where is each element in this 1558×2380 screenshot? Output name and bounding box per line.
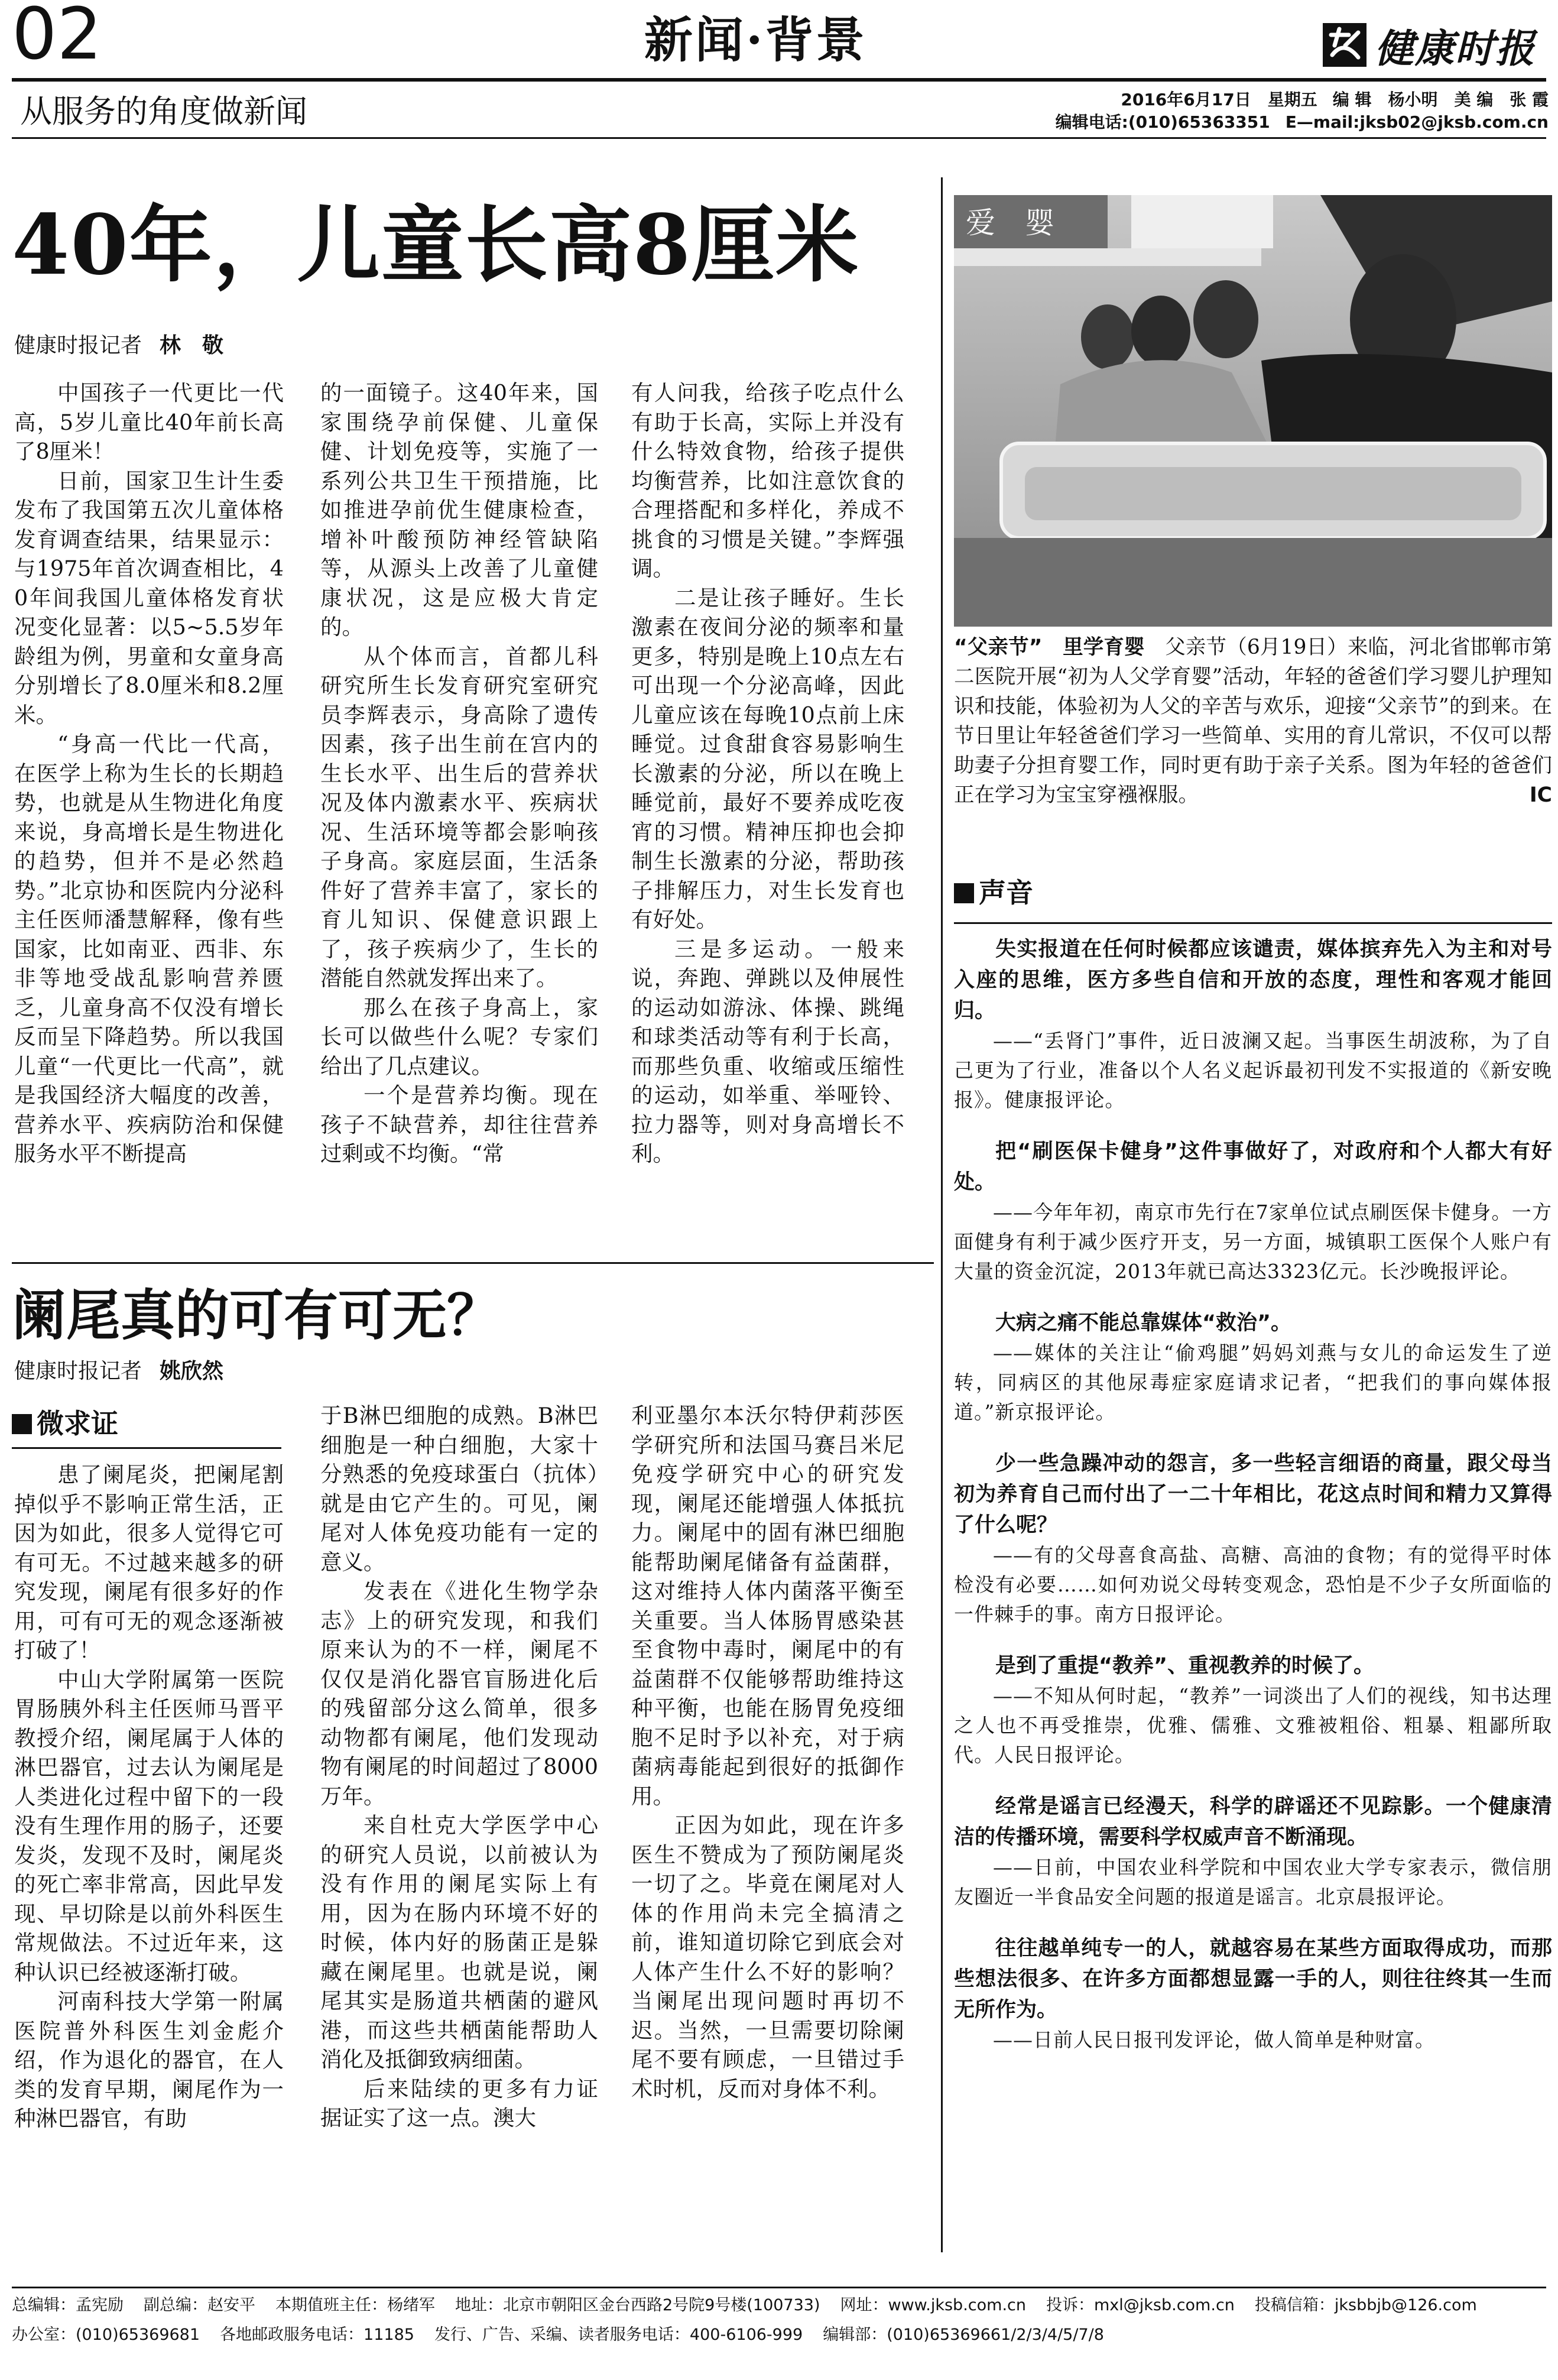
article2-column-1 <box>14 1460 284 2133</box>
caption-body: 父亲节（6月19日）来临，河北省邯郸市第二医院开展“初为人父学育婴”活动，年轻的爸爸们学习婴儿护理知识和技能，体验初为人父的辛苦与欢乐，迎接“父亲节”的到来。在节日里让年轻爸爸们学习一些简单、实用的育儿常识，不仅可以帮助妻子分担育婴工作，同时更有助于亲子关系。图为年轻的爸爸们正在学习为宝宝穿襁褓服。 <box>954 635 1552 807</box>
paragraph: 于B淋巴细胞的成熟。B淋巴细胞是一种白细胞，大家十分熟悉的免疫球蛋白（抗体）就是由它产生的。可见，阑尾对人体免疫功能有一定的意义。 <box>320 1403 598 1575</box>
paragraph: 从个体而言，首都儿科研究所生长发育研究室研究员李辉表示，身高除了遗传因素，孩子出生前在宫内的生长水平、出生后的营养状况及体内激素水平、疾病状况、生活环境等都会影响孩子身高。家庭层面，生活条件好了营养丰富了，家长的育儿知识、保健意识跟上了，孩子疾病少了，生长的潜能自然就发挥出来了。 <box>320 643 598 991</box>
voice-source: ——今年年初，南京市先行在7家单位试点刷医保卡健身。一方面健身有利于减少医疗开支，另一方面，城镇职工医保个人账户有大量的资金沉淀，2013年就已高达3323亿元。长沙晚报评论。 <box>954 1201 1552 1283</box>
footer-rule <box>12 2287 1546 2288</box>
photo-fathers-learning-icon <box>954 195 1552 627</box>
voice-quote: 大病之痛不能总靠媒体“救治”。 <box>995 1311 1292 1335</box>
paragraph: 利亚墨尔本沃尔特伊莉莎医学研究所和法国马赛吕米尼免疫学研究中心的研究发现，阑尾还能增强人体抵抗力。阑尾中的固有淋巴细胞能帮助阑尾储备有益菌群，这对维持人体内菌落平衡至关重要。当人体肠胃感染甚至食物中毒时，阑尾中的有益菌群不仅能够帮助维持这种平衡，也能在肠胃免疫细胞不足时予以补充，对于病菌病毒能起到很好的抵御作用。 <box>631 1403 904 1809</box>
voice-heading <box>954 875 1552 910</box>
voice-source: ——媒体的关注让“偷鸡腿”妈妈刘燕与女儿的命运发生了逆转，同病区的其他尿毒症家庭请求记者，“把我们的事向媒体报道。”新京报评论。 <box>954 1341 1552 1424</box>
voice-item <box>954 1651 1552 1770</box>
voice-item <box>954 1933 1552 2055</box>
paragraph: 三是多运动。一般来说，奔跑、弹跳以及伸展性的运动如游泳、体操、跳绳和球类活动等有利于长高，而那些负重、收缩或压缩性的运动，如举重、举哑铃、拉力器等，则对身高增长不利。 <box>631 936 904 1166</box>
footer-email-link[interactable]: 投稿信箱：jksbbjb@126.com <box>1254 2296 1477 2314</box>
square-bullet-icon <box>12 1414 32 1434</box>
voice-rule <box>954 922 1552 924</box>
voice-item <box>954 934 1552 1115</box>
voice-quote: 把“刷医保卡健身”这件事做好了，对政府和个人都大有好处。 <box>954 1140 1552 1194</box>
paragraph: 后来陆续的更多有力证据证实了这一点。澳大 <box>320 2076 598 2131</box>
byline-label: 健康时报记者 <box>14 333 142 358</box>
paragraph: 的一面镜子。这40年来，国家围绕孕前保健、儿童保健、计划免疫等，实施了一系列公共卫生干预措施，比如推进孕前优生健康检查，增补叶酸预防神经管缺陷等，从源头上改善了儿童健康状况，这是应极大肯定的。 <box>320 380 598 640</box>
news-photo <box>954 195 1552 627</box>
article1-column-1 <box>14 378 284 1169</box>
voice-quote: 少一些急躁冲动的怨言，多一些轻言细语的商量，跟父母当初为养育自己而付出了一二十年相比，花这点时间和精力又算得了什么呢？ <box>954 1452 1552 1537</box>
voice-source: ——不知从何时起，“教养”一词淡出了人们的视线，知书达理之人也不再受推崇，优雅、儒雅、文雅被粗俗、粗暴、粗鄙所取代。人民日报评论。 <box>954 1684 1552 1766</box>
voice-source: ——日前，中国农业科学院和中国农业大学专家表示，微信朋友圈近一半食品安全问题的报道是谣言。北京晨报评论。 <box>954 1856 1552 1908</box>
article-separator <box>12 1262 934 1264</box>
footer-line-1 <box>12 2294 1546 2317</box>
article1-column-3 <box>631 378 904 1169</box>
newspaper-logo <box>1322 21 1546 72</box>
column-divider <box>941 177 943 2252</box>
paragraph: 那么在孩子身高上，家长可以做些什么呢？专家们给出了几点建议。 <box>320 994 598 1079</box>
editors-line: 编 辑 杨小明 美 编 张 霞 <box>1332 90 1549 109</box>
date-line: 2016年6月17日 星期五 <box>1121 90 1317 109</box>
footer-field: 编辑部：(010)65369661/2/3/4/5/7/8 <box>823 2326 1104 2344</box>
page-number: 02 <box>12 0 102 76</box>
photo-caption <box>954 633 1552 810</box>
paragraph: 二是让孩子睡好。生长激素在夜间分泌的频率和量更多，特别是晚上10点左右可出现一个分泌高峰，因此儿童应该在每晚10点前上床睡觉。过食甜食容易影响生长激素的分泌，所以在晚上睡觉前，最好不要养成吃夜宵的习惯。精神压抑也会抑制生长激素的分泌，帮助孩子排解压力，对生长发育也有好处。 <box>631 585 904 932</box>
masthead-meta <box>1055 89 1549 134</box>
slogan: 从服务的角度做新闻 <box>20 93 307 130</box>
caption-title: “父亲节” 里学育婴 <box>954 635 1145 659</box>
logo-text: 健康时报 <box>1375 25 1536 72</box>
article2-byline <box>14 1357 223 1386</box>
footer-field: 发行、广告、采编、读者服务电话：400-6106-999 <box>434 2326 803 2344</box>
byline-name: 姚欣然 <box>160 1358 224 1383</box>
article2-column-2 <box>320 1401 598 2133</box>
voice-quote: 是到了重提“教养”、重视教养的时候了。 <box>995 1654 1375 1678</box>
paragraph: 一个是营养均衡。现在孩子不缺营养，却往往营养过剩或不均衡。“常 <box>320 1082 598 1166</box>
voice-item <box>954 1791 1552 1912</box>
editor-email: E—mail:jksb02@jksb.com.cn <box>1285 112 1549 132</box>
masthead-rule <box>12 78 1546 82</box>
voice-heading-text: 声音 <box>979 877 1033 909</box>
footer-field: 办公室：(010)65369681 <box>12 2326 200 2344</box>
paragraph: 正因为如此，现在许多医生不赞成为了预防阑尾炎一切了之。毕竟在阑尾对人体的作用尚未完全搞清之前，谁知道切除它到底会对人体产生什么不好的影响？当阑尾出现问题时再切不迟。当然，一旦需要切除阑尾不要有顾虑，一旦错过手术时机，反而对身体不利。 <box>631 1812 904 2102</box>
footer-field: 地址：北京市朝阳区金台西路2号院9号楼(100733) <box>455 2296 820 2314</box>
article1-title: 40年，儿童长高8厘米 <box>12 197 860 294</box>
logo-emblem-icon <box>1322 22 1368 68</box>
section-title: 新闻·背景 <box>644 12 867 69</box>
voice-quote: 失实报道在任何时候都应该谴责，媒体摈弃先入为主和对号入座的思维，医方多些自信和开放的态度，理性和客观才能回归。 <box>954 938 1552 1023</box>
footer-field: 总编辑：孟宪励 <box>12 2296 124 2314</box>
paragraph: 患了阑尾炎，把阑尾割掉似乎不影响正常生活，正因为如此，很多人觉得它可有可无。不过越来越多的研究发现，阑尾有很多好的作用，可有可无的观念逐渐被打破了！ <box>14 1462 284 1663</box>
footer-field: 副总编：赵安平 <box>144 2296 255 2314</box>
editor-phone: 编辑电话:(010)65363351 <box>1055 112 1270 132</box>
photo-credit: IC <box>1529 783 1552 807</box>
voice-list <box>954 934 1552 2076</box>
paragraph: 河南科技大学第一附属医院普外科医生刘金彪介绍，作为退化的器官，在人类的发育早期，阑尾作为一种淋巴器官，有助 <box>14 1989 284 2131</box>
paragraph: 中国孩子一代更比一代高，5岁儿童比40年前长高了8厘米！ <box>14 380 284 464</box>
article2-title: 阑尾真的可有可无？ <box>12 1283 502 1347</box>
paragraph: 发表在《进化生物学杂志》上的研究发现，和我们原来认为的不一样，阑尾不仅仅是消化器官盲肠进化后的残留部分这么简单，很多动物都有阑尾，他们发现动物有阑尾的时间超过了8000万年。 <box>320 1578 598 1809</box>
voice-quote: 经常是谣言已经漫天，科学的辟谣还不见踪影。一个健康清洁的传播环境，需要科学权威声音不断涌现。 <box>954 1795 1552 1849</box>
subhead-rule <box>12 1447 281 1449</box>
voice-item <box>954 1308 1552 1427</box>
square-bullet-icon <box>954 883 974 903</box>
paragraph: 日前，国家卫生计生委发布了我国第五次儿童体格发育调查结果，结果显示：与1975年首次调查相比，40年间我国儿童体格发育状况变化显著：以5~5.5岁年龄组为例，男童和女童身高分别增长了8.0厘米和8.2厘米。 <box>14 468 284 728</box>
footer-line-2 <box>12 2323 1546 2347</box>
voice-source: ——有的父母喜食高盐、高糖、高油的食物；有的觉得平时体检没有必要……如何劝说父母转变观念，恐怕是不少子女所面临的一件棘手的事。南方日报评论。 <box>954 1544 1552 1626</box>
voice-item <box>954 1448 1552 1629</box>
voice-source: ——日前人民日报刊发评论，做人简单是种财富。 <box>993 2028 1435 2051</box>
footer-field: 本期值班主任：杨绪军 <box>275 2296 435 2314</box>
subhead-text: 微求证 <box>37 1408 118 1439</box>
article2-column-3 <box>631 1401 904 2103</box>
byline-name: 林 敬 <box>160 333 224 358</box>
photo-sign-text: 爱 婴 <box>966 206 1054 240</box>
footer-email-link[interactable]: 投诉：mxl@jksb.com.cn <box>1046 2296 1235 2314</box>
voice-quote: 往往越单纯专一的人，就越容易在某些方面取得成功，而那些想法很多、在许多方面都想显露一手的人，则往往终其一生而无所作为。 <box>954 1937 1552 2022</box>
voice-source: ——“丢肾门”事件，近日波澜又起。当事医生胡波称，为了自己更为了行业，准备以个人名义起诉最初刊发不实报道的《新安晚报》。健康报评论。 <box>954 1029 1552 1111</box>
paragraph: 中山大学附属第一医院胃肠胰外科主任医师马晋平教授介绍，阑尾属于人体的淋巴器官，过去认为阑尾是人类进化过程中留下的一段没有生理作用的肠子，还要发炎，发现不及时，阑尾炎的死亡率非常高，因此早发现、早切除是以前外科医生常规做法。不过近年来，这种认识已经被逐渐打破。 <box>14 1666 284 1985</box>
paragraph: 有人问我，给孩子吃点什么有助于长高，实际上并没有什么特效食物，给孩子提供均衡营养，比如注意饮食的合理搭配和多样化，养成不挑食的习惯是关键。”李辉强调。 <box>631 380 904 581</box>
paragraph: 来自杜克大学医学中心的研究人员说，以前被认为没有作用的阑尾实际上有用，因为在肠内环境不好的时候，体内好的肠菌正是躲藏在阑尾里。也就是说，阑尾其实是肠道共栖菌的避风港，而这些共栖菌能帮助人消化及抵御致病细菌。 <box>320 1812 598 2072</box>
masthead-rule-bottom <box>12 137 1546 139</box>
footer-website-link[interactable]: 网址：www.jksb.com.cn <box>840 2296 1026 2314</box>
article2-subhead <box>12 1406 118 1441</box>
article1-byline <box>14 331 223 360</box>
footer-field: 各地邮政服务电话：11185 <box>220 2326 414 2344</box>
byline-label: 健康时报记者 <box>14 1359 142 1383</box>
article1-column-2 <box>320 378 598 1169</box>
paragraph: “身高一代比一代高，在医学上称为生长的长期趋势，也就是从生物进化角度来说，身高增长是生物进化的趋势，但并不是必然趋势。”北京协和医院内分泌科主任医师潘慧解释，像有些国家，比如南亚、西非、东非等地受战乱影响营养匮乏，儿童身高不仅没有增长反而呈下降趋势。所以我国儿童“一代更比一代高”，就是我国经济大幅度的改善，营养水平、疾病防治和保健服务水平不断提高 <box>14 731 284 1166</box>
voice-item <box>954 1136 1552 1286</box>
